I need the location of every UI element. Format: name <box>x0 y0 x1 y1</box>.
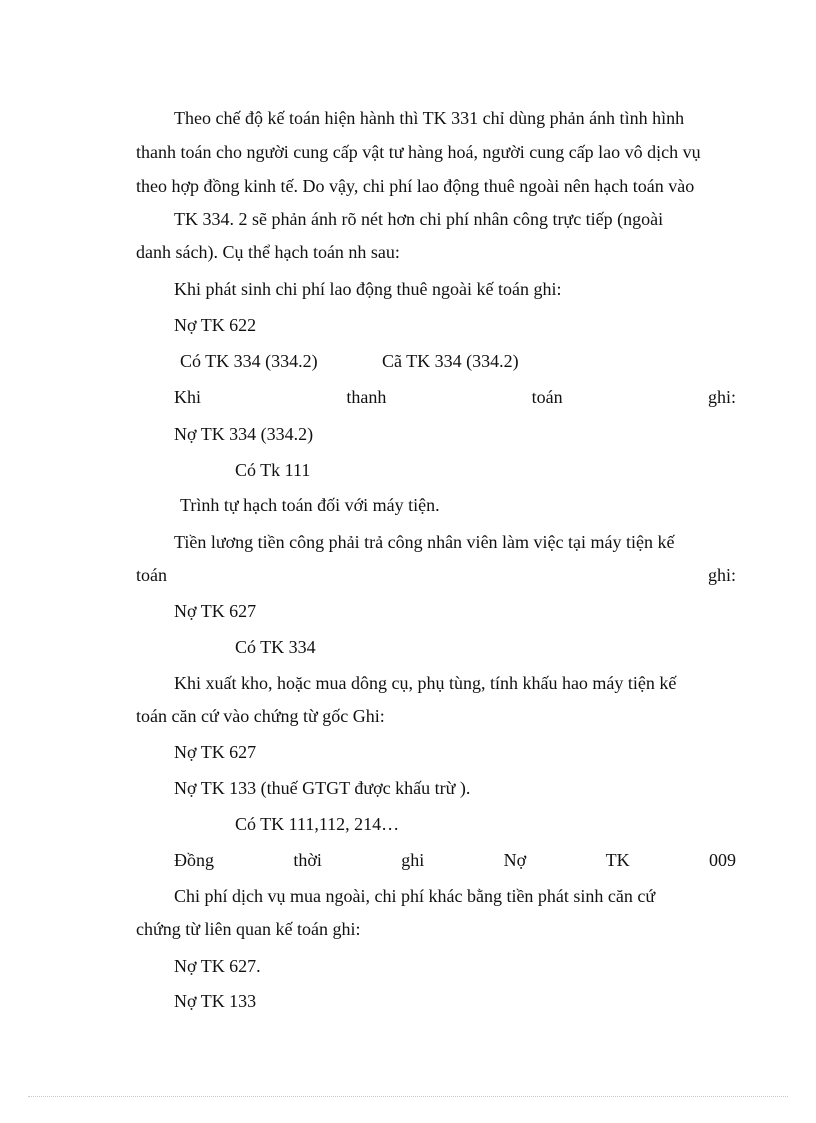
debit-entry: Nợ TK 627. <box>174 956 261 976</box>
word: Nợ <box>503 850 527 870</box>
debit-entry: Nợ TK 627 <box>174 601 257 621</box>
paragraph-line: Theo chế độ kế toán hiện hành thì TK 331 chỉ dùng phản ánh tình hình <box>174 108 685 128</box>
word: TK <box>605 850 630 870</box>
word: ghi: <box>707 565 736 585</box>
credit-entry: Có TK 334 (334.2) <box>180 351 318 371</box>
credit-entry: Cã TK 334 (334.2) <box>382 351 519 371</box>
word: thời <box>293 850 322 870</box>
paragraph-line: theo hợp đồng kinh tế. Do vậy, chi phí lao động thuê ngoài nên hạch toán vào <box>136 176 695 196</box>
debit-entry: Nợ TK 133 <box>174 991 257 1011</box>
credit-entry: Có TK 334 <box>235 637 316 657</box>
paragraph-line: Chi phí dịch vụ mua ngoài, chi phí khác bằng tiền phát sinh căn cứ <box>174 886 656 906</box>
credit-entry: Có TK 111,112, 214… <box>235 814 400 834</box>
word: ghi: <box>707 387 736 407</box>
word: thanh <box>346 387 387 407</box>
debit-entry: Nợ TK 133 (thuế GTGT được khấu trừ ). <box>174 778 471 798</box>
word: toán <box>531 387 563 407</box>
paragraph-line: TK 334. 2 sẽ phản ánh rõ nét hơn chi phí nhân công trực tiếp (ngoài <box>174 209 664 229</box>
paragraph-line: Khi phát sinh chi phí lao động thuê ngoài kế toán ghi: <box>174 279 562 299</box>
debit-entry: Nợ TK 627 <box>174 742 257 762</box>
paragraph-line: thanh toán cho người cung cấp vật tư hàng hoá, người cung cấp lao vô dịch vụ <box>136 142 701 162</box>
word: Khi <box>174 387 201 407</box>
footer-divider <box>28 1096 788 1097</box>
word: ghi <box>401 850 425 870</box>
paragraph-line: Khi xuất kho, hoặc mua dông cụ, phụ tùng, tính khấu hao máy tiện kế <box>174 673 677 693</box>
paragraph-line <box>136 564 736 586</box>
credit-entry: Có Tk 111 <box>235 460 311 480</box>
paragraph-line: chứng từ liên quan kế toán ghi: <box>136 919 361 939</box>
paragraph-line: danh sách). Cụ thể hạch toán nh sau: <box>136 242 400 262</box>
section-heading: Trình tự hạch toán đối với máy tiện. <box>180 495 440 515</box>
paragraph-line: Tiền lương tiền công phải trả công nhân viên làm việc tại máy tiện kế <box>174 532 675 552</box>
word: Đồng <box>174 850 214 870</box>
word: toán <box>136 565 167 585</box>
paragraph-line <box>174 849 736 871</box>
paragraph-line <box>174 386 736 408</box>
debit-entry: Nợ TK 334 (334.2) <box>174 424 314 444</box>
debit-entry: Nợ TK 622 <box>174 315 257 335</box>
word: 009 <box>708 850 736 870</box>
paragraph-line: toán căn cứ vào chứng từ gốc Ghi: <box>136 706 385 726</box>
